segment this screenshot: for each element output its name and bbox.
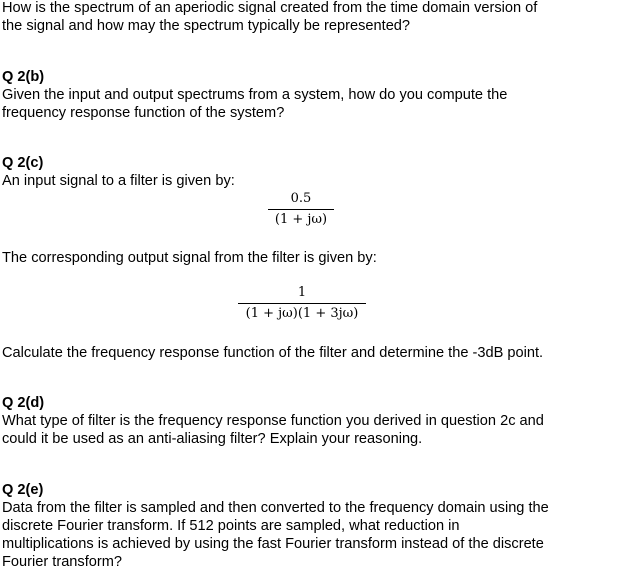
- q2c-task: Calculate the frequency response function of the filter and determine the -3dB point.: [2, 345, 544, 361]
- intro-line-1: How is the spectrum of an aperiodic signal created from the time domain version of: [2, 0, 538, 16]
- q2c-input-text: An input signal to a filter is given by:: [2, 173, 235, 189]
- q2c-heading: Q 2(c): [2, 155, 44, 171]
- q2e-line-1: Data from the filter is sampled and then converted to the frequency domain using the: [2, 500, 549, 516]
- output-numerator: 1: [297, 285, 307, 300]
- q2e-line-2: discrete Fourier transform. If 512 points are sampled, what reduction in: [2, 518, 460, 534]
- output-signal-fraction: [238, 285, 366, 322]
- intro-line-2: the signal and how may the spectrum typically be represented?: [2, 18, 411, 34]
- q2b-heading: Q 2(b): [2, 69, 45, 85]
- q2c-output-text: The corresponding output signal from the filter is given by:: [2, 250, 377, 266]
- fraction-bar: [268, 209, 334, 210]
- q2e-line-4: Fourier transform?: [2, 554, 123, 570]
- q2b-line-2: frequency response function of the system?: [2, 105, 285, 121]
- output-denominator: (1 + jω)(1 + 3jω): [245, 306, 359, 321]
- q2e-heading: Q 2(e): [2, 482, 44, 498]
- fraction-bar: [238, 303, 366, 304]
- q2e-line-3: multiplications is achieved by using the fast Fourier transform instead of the discrete: [2, 536, 544, 552]
- q2b-line-1: Given the input and output spectrums from a system, how do you compute the: [2, 87, 508, 103]
- input-denominator: (1 + jω): [274, 212, 328, 227]
- q2d-heading: Q 2(d): [2, 395, 45, 411]
- input-signal-fraction: [268, 191, 334, 228]
- q2d-line-2: could it be used as an anti-aliasing filter? Explain your reasoning.: [2, 431, 423, 447]
- q2d-line-1: What type of filter is the frequency response function you derived in question 2c and: [2, 413, 544, 429]
- input-numerator: 0.5: [290, 191, 312, 206]
